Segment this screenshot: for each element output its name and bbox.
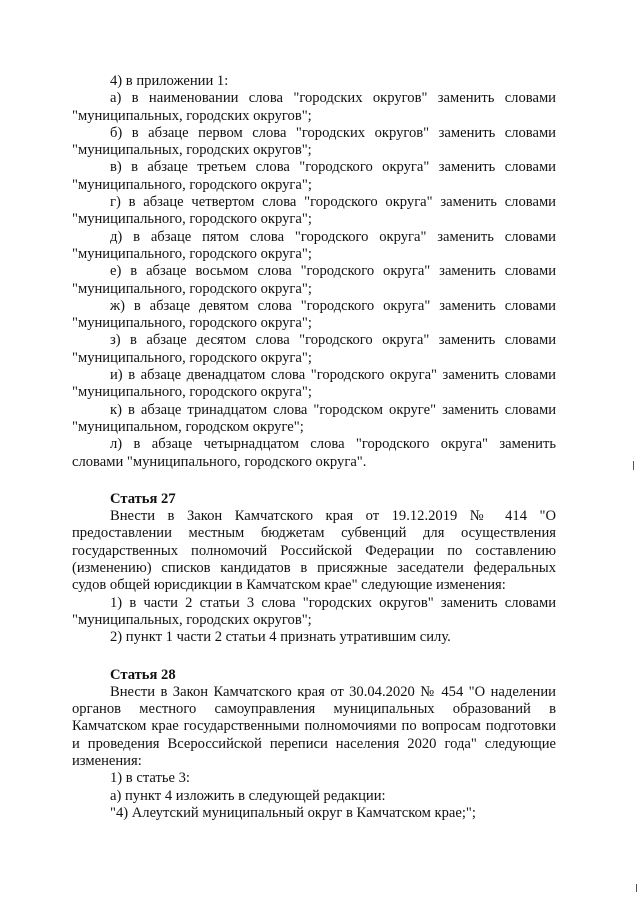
paragraph: и) в абзаце двенадцатом слова "городского округа" заменить словами "муниципального, городского округа"; <box>72 367 556 401</box>
paragraph: а) пункт 4 изложить в следующей редакции: <box>110 787 386 804</box>
scan-artifact-mark <box>636 884 637 892</box>
article-28-heading: Статья 28 <box>110 666 176 683</box>
paragraph: б) в абзаце первом слова "городских округов" заменить словами "муниципальных, городских округов"; <box>72 124 556 159</box>
paragraph: е) в абзаце восьмом слова "городского округа" заменить словами "муниципального, городского округа"; <box>72 263 556 297</box>
paragraph: 1) в статье 3: <box>110 770 190 787</box>
paragraph: л) в абзаце четырнадцатом слова "городского округа" заменить словами "муниципального, городского округа". <box>72 436 556 470</box>
paragraph: к) в абзаце тринадцатом слова "городском округе" заменить словами "муниципальном, городском округе"; <box>72 401 556 435</box>
paragraph: 2) пункт 1 части 2 статьи 4 признать утратившим силу. <box>110 629 451 646</box>
paragraph: д) в абзаце пятом слова "городского округа" заменить словами "муниципального, городского округа"; <box>72 228 556 262</box>
paragraph: "4) Алеутский муниципальный округ в Камчатском крае;"; <box>110 804 476 821</box>
paragraph: г) в абзаце четвертом слова "городского округа" заменить словами "муниципального, городского округа"; <box>72 194 556 228</box>
paragraph: з) в абзаце десятом слова "городского округа" заменить словами "муниципального, городского округа"; <box>72 332 556 366</box>
paragraph: ж) в абзаце девятом слова "городского округа" заменить словами "муниципального, городского округа"; <box>72 297 556 332</box>
paragraph: 1) в части 2 статьи 3 слова "городских округов" заменить словами "муниципальных, городских округов"; <box>72 594 556 628</box>
paragraph: в) в абзаце третьем слова "городского округа" заменить словами "муниципального, городского округа"; <box>72 159 556 193</box>
document-body <box>72 73 556 822</box>
paragraph: Внести в Закон Камчатского края от 30.04.2020 № 454 "О наделении органов местного самоуправления муниципальных образований в Камчатском крае государственными полномочиями по вопросам подготовки и проведения Всероссийской переписи населения 2020 года" следующие изменения: <box>72 683 556 769</box>
article-27-heading: Статья 27 <box>110 490 176 507</box>
paragraph: Внести в Закон Камчатского края от 19.12.2019 № 414 "О предоставлении местным бюджетам субвенций для осуществления государственных полномочий Российской Федерации по составлению (изменению) списков кандидатов в присяжные заседатели федеральных судов общей юрисдикции в Камчатском крае" следующие изменения: <box>72 508 556 594</box>
paragraph: 4) в приложении 1: <box>110 73 229 89</box>
scan-artifact-mark <box>633 461 634 470</box>
paragraph: а) в наименовании слова "городских округов" заменить словами "муниципальных, городских округов"; <box>72 90 556 124</box>
